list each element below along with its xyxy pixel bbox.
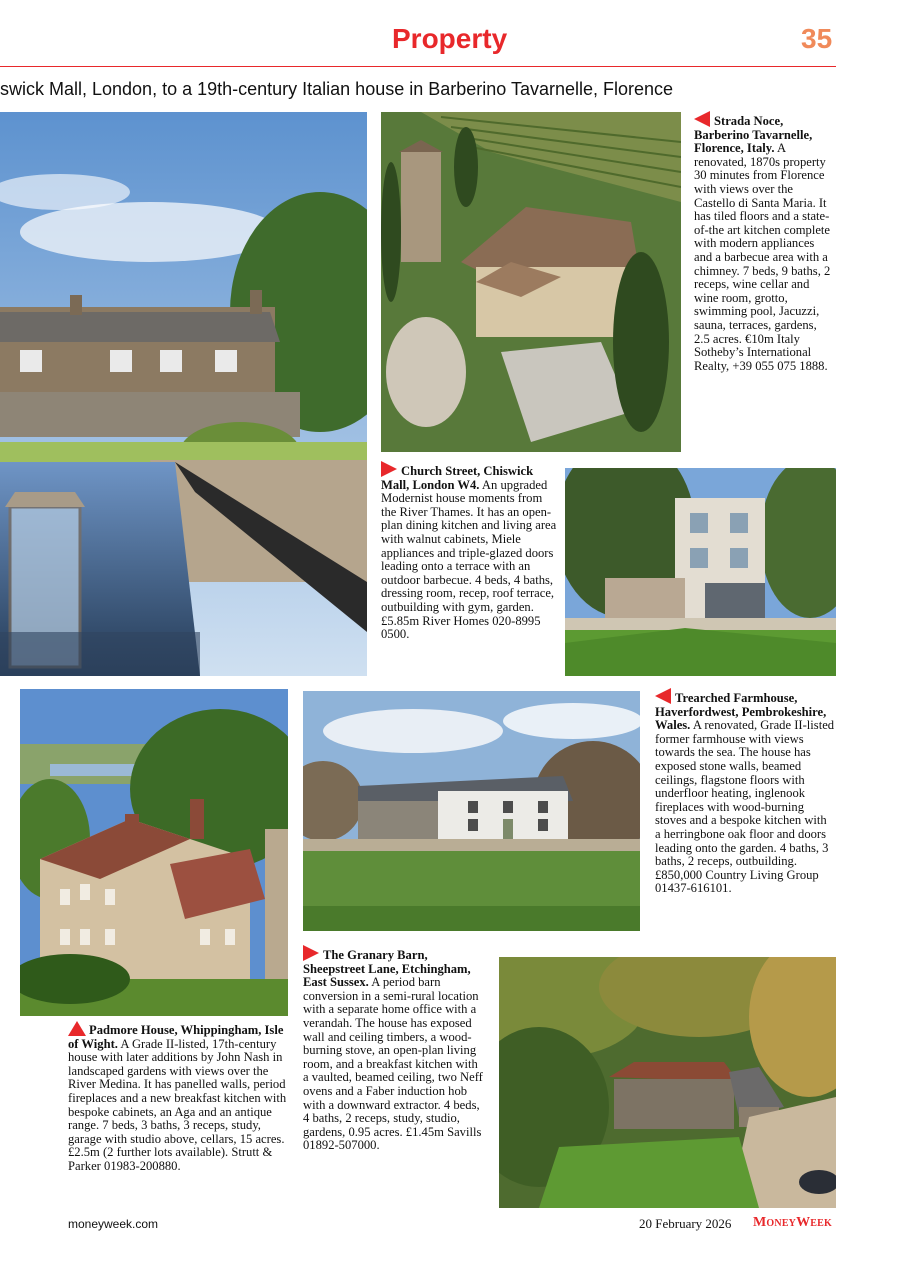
arrow-left-icon (655, 688, 671, 704)
photo-church-street (565, 468, 836, 676)
listing-padmore-body: A Grade II-listed, 17th-century house with later additions by John Nash in landscaped gardens with views over the River Medina. It has panelled walls, period fireplaces and a new breakfast kitchen with bespoke cabinets, an Aga and an antique range. 7 beds, 3 baths, 3 receps, study, garage with studio above, cellars, 15 acres. £2.5m (2 further lots available). Strutt & Parker 01983-200880. (68, 1036, 287, 1173)
arrow-right-icon (303, 945, 319, 961)
listing-granary-caption (303, 945, 483, 1153)
page-subtitle: swick Mall, London, to a 19th-century Italian house in Barberino Tavarnelle, Florence (0, 79, 674, 99)
photo-pool-garden (0, 112, 367, 676)
photo-padmore-house (20, 689, 288, 1016)
footer-brand-logo: MoneyWeek (753, 1215, 833, 1230)
arrow-right-icon (381, 461, 397, 477)
listing-church-name: Church Street, Chiswick Mall, London W4. (381, 464, 534, 492)
listing-granary-name: The Granary Barn, Sheepstreet Lane, Etchingham, East Sussex. (303, 948, 471, 990)
photo-strada-noce (381, 112, 681, 452)
listing-strada-body: A renovated, 1870s property 30 minutes from Florence with views over the Castello di Santa Maria. It has tiled floors and a state-of-the art kitchen complete with modern appliances and a barbecue area with a chimney. 7 beds, 9 baths, 2 receps, wine cellar and wine room, grotto, swimming pool, Jacuzzi, sauna, terraces, gardens, 2.5 acres. €10m Italy Sotheby’s International Realty, +39 055 075 1888. (694, 141, 831, 373)
listing-strada-caption (694, 111, 834, 373)
section-title: Property (392, 23, 508, 54)
listing-padmore-caption (68, 1021, 288, 1174)
listing-strada-name: Strada Noce, Barberino Tavarnelle, Florence, Italy. (694, 114, 813, 156)
listing-trearched-name: Trearched Farmhouse, Haverfordwest, Pembrokeshire, Wales. (655, 691, 827, 733)
photo-trearched-farmhouse (303, 691, 640, 931)
footer-date: 20 February 2026 (639, 1216, 732, 1231)
page-number: 35 (801, 23, 833, 54)
listing-church-caption (381, 461, 557, 642)
listing-granary-body: A period barn conversion in a semi-rural location with a separate home office with a verandah. The house has exposed wall and ceiling timbers, a wood-burning stove, an open-plan living room, and a breakfast kitchen with a vaulted, beamed ceiling, two Neff ovens and a Faber induction hob with a downward extractor. 4 beds, 4 baths, 2 receps, study, studio, gardens, 0.95 acres. £1.45m Savills 01892-507000. (303, 975, 483, 1153)
header-rule (0, 66, 836, 67)
photo-granary-barn (499, 957, 836, 1208)
listing-church-body: An upgraded Modernist house moments from the River Thames. It has an open-plan dining kitchen and living area with walnut cabinets, Miele appliances and triple-glazed doors leading onto a terrace with an outdoor barbecue. 4 beds, 4 baths, dressing room, recep, roof terrace, outbuilding with gym, garden. £5.85m River Homes 020-8995 0500. (381, 477, 557, 642)
listing-trearched-body: A renovated, Grade II-listed former farmhouse with views towards the sea. The house has exposed stone walls, beamed ceilings, flagstone floors with underfloor heating, inglenook fireplaces with wood-burning stoves and a bespoke kitchen with a herringbone oak floor and doors leading onto the garden. 4 baths, 3 baths, 2 receps, outbuilding. £850,000 Country Living Group 01437-616101. (655, 718, 835, 896)
arrow-left-icon (694, 111, 710, 127)
listing-padmore-name: Padmore House, Whippingham, Isle of Wight. (68, 1023, 284, 1051)
arrow-up-icon (68, 1021, 86, 1036)
footer-website: moneyweek.com (68, 1217, 159, 1231)
listing-trearched-caption (655, 688, 835, 896)
